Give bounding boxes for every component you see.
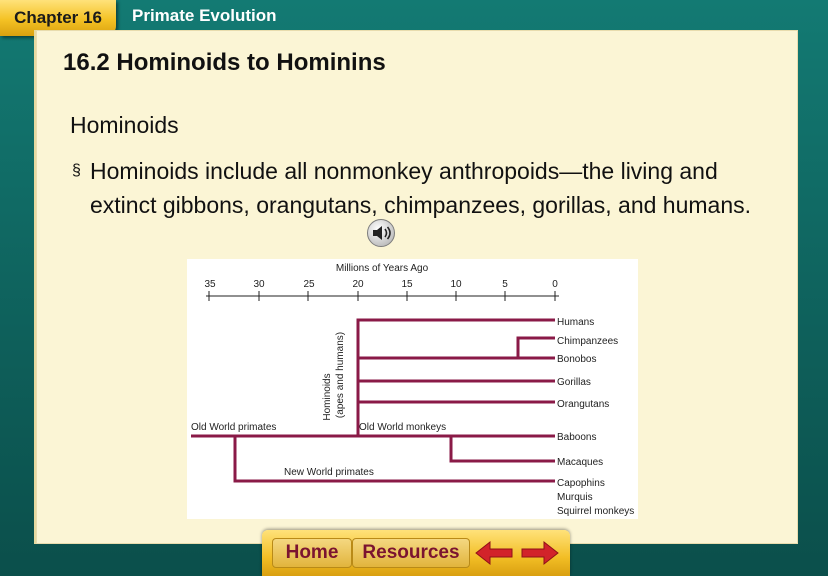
tick-label: 30 <box>253 279 265 290</box>
bullet-point <box>72 154 762 222</box>
back-arrow-icon[interactable] <box>474 539 514 567</box>
taxon-label: Humans <box>557 317 595 328</box>
bullet-marker: § <box>72 162 81 179</box>
taxon-label: Murquis <box>557 492 593 503</box>
bottom-nav-bar <box>262 530 570 576</box>
group-label-old-world-monkeys: Old World monkeys <box>359 422 447 433</box>
forward-arrow-icon[interactable] <box>520 539 560 567</box>
tick-label: 5 <box>502 279 508 290</box>
tick-label: 15 <box>401 279 413 290</box>
cladogram-diagram <box>187 259 638 519</box>
group-label-new-world-primates: New World primates <box>284 467 374 478</box>
chapter-title: Primate Evolution <box>132 6 277 25</box>
hominoids-bracket-label: Hominoids <box>322 373 333 421</box>
chapter-label: Chapter 16 <box>14 8 102 27</box>
speaker-icon[interactable] <box>366 218 396 248</box>
subheading: Hominoids <box>70 112 179 138</box>
resources-button[interactable]: Resources <box>352 538 470 568</box>
taxon-label: Macaques <box>557 457 604 468</box>
tick-label: 10 <box>450 279 462 290</box>
taxon-label: Chimpanzees <box>557 336 619 347</box>
group-label-old-world-primates: Old World primates <box>191 422 277 433</box>
taxon-label: Capophins <box>557 478 605 489</box>
diagram-axis-title: Millions of Years Ago <box>335 263 429 274</box>
taxon-label: Baboons <box>557 432 597 443</box>
taxon-label: Bonobos <box>557 354 597 365</box>
taxon-label: Squirrel monkeys <box>557 506 635 517</box>
hominoids-bracket-sublabel: (apes and humans) <box>335 331 346 419</box>
tick-label: 0 <box>552 279 558 290</box>
taxon-label: Gorillas <box>557 377 591 388</box>
tick-label: 20 <box>352 279 364 290</box>
bullet-body: include all nonmonkey anthropoids—the living and extinct gibbons, orangutans, chimpanzees, gorillas, and humans. <box>90 158 752 218</box>
cladogram-branches <box>191 320 555 481</box>
bullet-term: Hominoids <box>90 158 199 184</box>
tick-label: 35 <box>204 279 216 290</box>
tick-label: 25 <box>303 279 315 290</box>
section-heading: 16.2 Hominoids to Hominins <box>63 49 386 76</box>
bullet-text <box>72 154 762 222</box>
taxon-label: Orangutans <box>557 399 610 410</box>
home-button[interactable]: Home <box>272 538 352 568</box>
